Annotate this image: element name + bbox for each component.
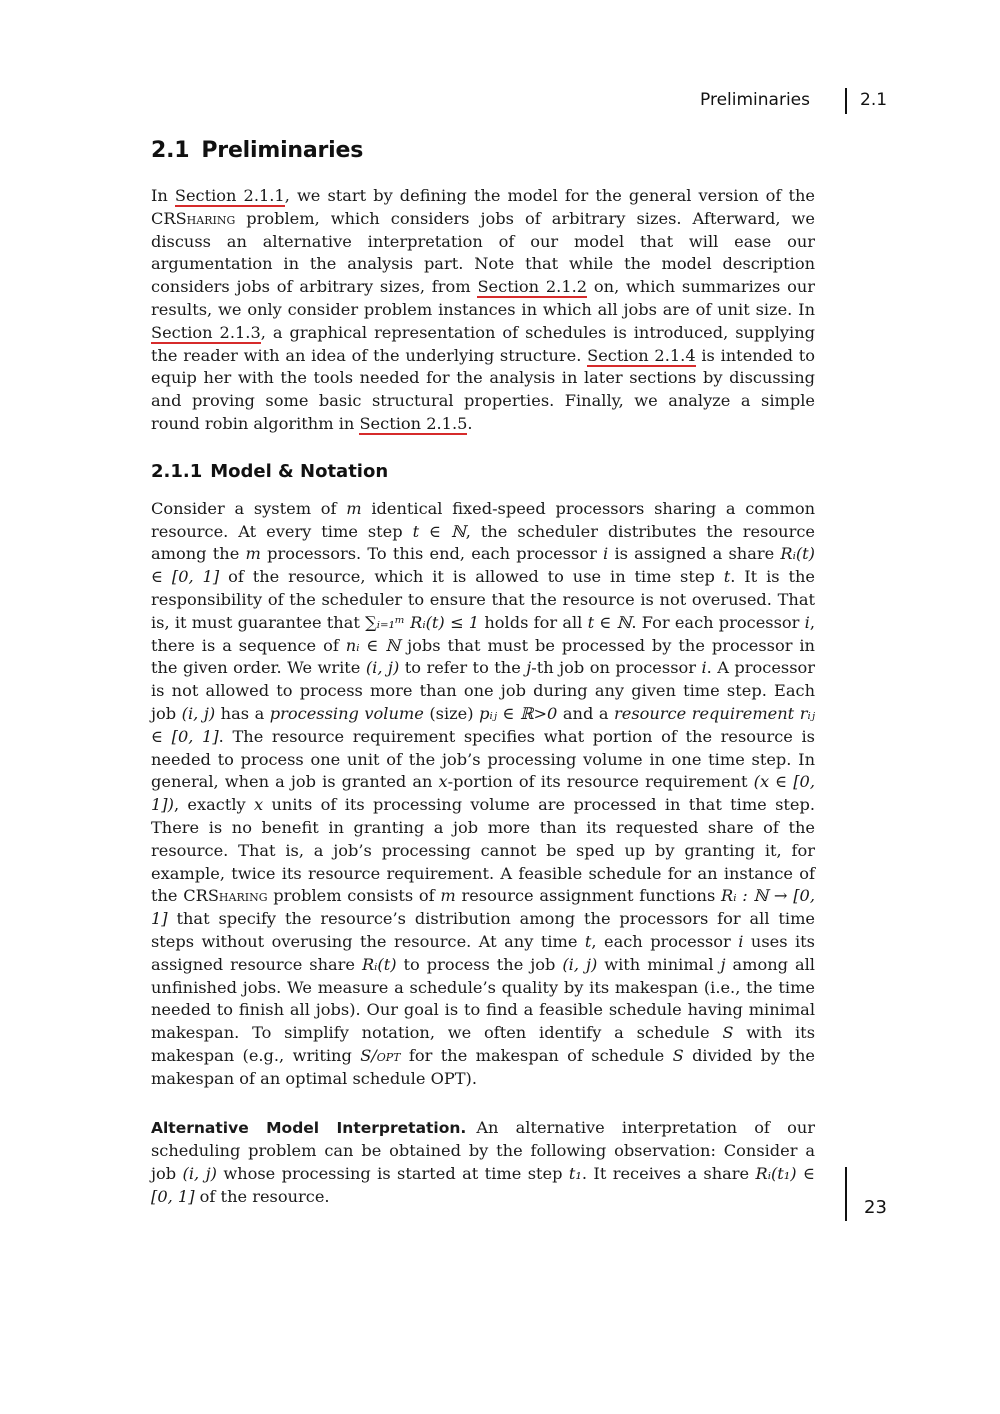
running-head-title: Preliminaries	[700, 90, 810, 110]
section-title: Preliminaries	[201, 138, 364, 163]
link-section-2-1-4[interactable]: Section 2.1.4	[587, 345, 696, 365]
section-heading	[151, 138, 815, 163]
alt-model-paragraph: Alternative Model Interpretation. An alternative interpretation of our scheduling problem can be obtained by the following observation: Consider a job (i, j) whose processing is started at time step t₁. It receives a share Rᵢ(t₁) ∈ [0, 1] of the resource.	[151, 1118, 816, 1206]
paragraph-heading: Alternative Model Interpretation.	[151, 1119, 467, 1138]
link-section-2-1-1[interactable]: Section 2.1.1	[174, 186, 285, 205]
link-section-2-1-2[interactable]: Section 2.1.2	[477, 277, 588, 297]
running-head-section: 2.1	[860, 90, 888, 110]
section-number: 2.1	[151, 138, 190, 163]
link-section-2-1-5[interactable]: Section 2.1.5	[359, 413, 468, 433]
subsection-heading	[151, 461, 815, 482]
page-number: 23	[864, 1197, 887, 1218]
intro-paragraph: In Section 2.1.1, we start by defining the model for the general version of the CRSharing problem, which considers jobs of arbitrary sizes. Afterward, we discuss an alternative interpretation of our model that will ease our argumentation in the analysis part. Note that while the model description considers jobs of arbitrary sizes, from Section 2.1.2 on, which summarizes our results, we only consider problem instances in which all jobs are of unit size. In Section 2.1.3, a graphical representation of schedules is introduced, supplying the reader with an idea of the underlying structure. Section 2.1.4 is intended to equip her with the tools needed for the analysis in later sections by discussing and proving some basic structural properties. Finally, we analyze a simple round robin algorithm in Section 2.1.5.	[151, 186, 815, 433]
footer-divider	[845, 1167, 847, 1221]
subsection-number: 2.1.1	[151, 460, 203, 482]
subsection-title: Model & Notation	[210, 460, 389, 482]
page-body	[151, 138, 815, 1209]
model-paragraph: Consider a system of m identical fixed-speed processors sharing a common resource. At every time step t ∈ ℕ, the scheduler distributes the resource among the m processors. To this end, each processor i is assigned a share Rᵢ(t) ∈ [0, 1] of the resource, which it is allowed to use in time step t. It is the responsibility of the scheduler to ensure that the resource is not overused. That is, it must guarantee that ∑ᵢ₌₁ᵐ Rᵢ(t) ≤ 1 holds for all t ∈ ℕ. For each processor i, there is a sequence of nᵢ ∈ ℕ jobs that must be processed by the processor in the given order. We write (i, j) to refer to the j-th job on processor i. A processor is not allowed to process more than one job during any given time step. Each job (i, j) has a processing volume (size) pᵢⱼ ∈ ℝ>0 and a resource requirement rᵢⱼ ∈ [0, 1]. The resource requirement specifies what portion of the resource is needed to process one unit of the job’s processing volume in one time step. In general, when a job is granted an x-portion of its resource requirement (x ∈ [0, 1]), exactly x units of its processing volume are processed in that time step. There is no benefit in granting a job more than its requested share of the resource. That is, a job’s processing cannot be sped up by granting it, for example, twice its resource requirement. A feasible schedule for an instance of the CRSharing problem consists of m resource assignment functions Rᵢ : ℕ → [0, 1] that specify the resource’s distribution among the processors for all time steps without overusing the resource. At any time t, each processor i uses its assigned resource share Rᵢ(t) to process the job (i, j) with minimal j among all unfinished jobs. We measure a schedule’s quality by its makespan (i.e., the time needed to finish all jobs). Our goal is to find a feasible schedule having minimal makespan. To simplify notation, we often identify a schedule S with its makespan (e.g., writing S/opt for the makespan of schedule S divided by the makespan of an optimal schedule OPT).	[151, 498, 816, 1088]
header-divider	[845, 88, 847, 114]
sum-constraint: ∑ᵢ₌₁ᵐ Rᵢ(t) ≤ 1	[365, 612, 480, 632]
link-section-2-1-3[interactable]: Section 2.1.3	[151, 322, 261, 342]
page-header	[0, 88, 1000, 116]
